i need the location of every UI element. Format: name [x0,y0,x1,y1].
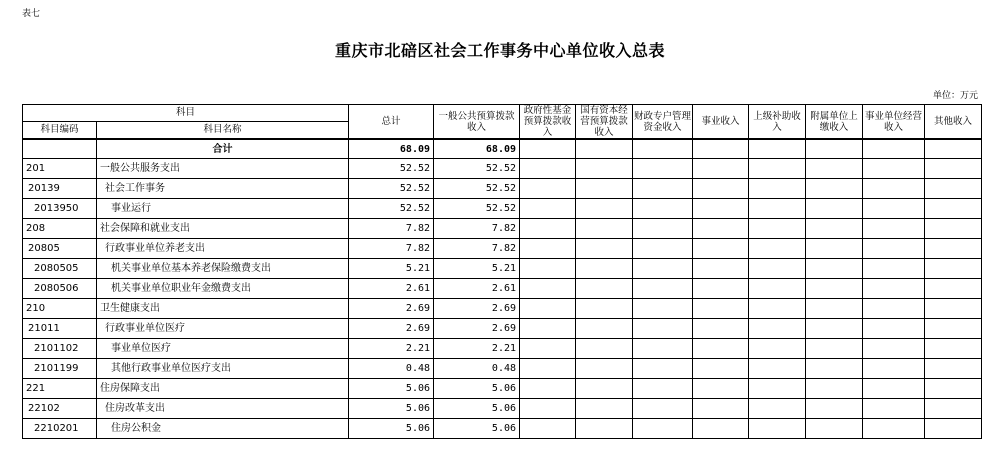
subject-name: 住房保障支出 [97,379,349,399]
empty-cell [693,399,749,419]
subject-code: 201 [23,159,97,179]
empty-cell [925,239,982,259]
empty-cell [576,179,633,199]
empty-cell [749,319,806,339]
empty-cell [576,339,633,359]
empty-cell [576,359,633,379]
empty-cell [576,319,633,339]
header-row-1 [23,105,982,122]
empty-cell [925,219,982,239]
empty-cell [806,279,863,299]
empty-cell [749,179,806,199]
empty-cell [925,319,982,339]
subject-name: 其他行政事业单位医疗支出 [97,359,349,379]
document-title: 重庆市北碚区社会工作事务中心单位收入总表 [334,41,665,60]
empty-cell [520,259,576,279]
general-budget-amount: 0.48 [434,359,520,379]
empty-cell [749,419,806,439]
subject-code: 208 [23,219,97,239]
header-state-capital: 国有资本经营预算拨款收入 [576,105,633,140]
subject-name: 社会保障和就业支出 [97,219,349,239]
table-row [23,179,982,199]
subject-name: 行政事业单位养老支出 [97,239,349,259]
table-row [23,359,982,379]
empty-cell [806,319,863,339]
total-amount: 5.06 [349,399,434,419]
table-row [23,259,982,279]
total-amount: 0.48 [349,359,434,379]
empty-cell [806,179,863,199]
table-row [23,199,982,219]
total-label: 合计 [97,139,349,159]
empty-cell [633,279,693,299]
empty-cell [749,259,806,279]
subject-code: 22102 [23,399,97,419]
empty-cell [576,419,633,439]
empty-cell [633,339,693,359]
table-row [23,379,982,399]
sheet-label: 表七 [22,9,41,19]
subject-name: 事业单位医疗 [97,339,349,359]
empty-cell [925,339,982,359]
general-budget-amount: 52.52 [434,179,520,199]
empty-cell [925,359,982,379]
empty-cell [925,179,982,199]
empty-cell [633,319,693,339]
subject-code: 20805 [23,239,97,259]
income-summary-table [22,104,982,439]
empty-cell [749,279,806,299]
header-subject-name: 科目名称 [97,121,349,139]
empty-cell [576,239,633,259]
subject-code: 20139 [23,179,97,199]
empty-cell [576,379,633,399]
empty-cell [693,279,749,299]
empty-cell [633,399,693,419]
empty-cell [863,179,925,199]
table-row [23,279,982,299]
total-row [23,139,982,159]
total-code-cell [23,139,97,159]
empty-cell [520,179,576,199]
total-amount: 52.52 [349,179,434,199]
header-operating: 事业单位经营收入 [863,105,925,140]
empty-cell [925,399,982,419]
empty-cell [749,299,806,319]
empty-cell [806,359,863,379]
empty-cell [576,159,633,179]
empty-cell [576,199,633,219]
empty-cell [633,159,693,179]
empty-cell [693,219,749,239]
table-row [23,319,982,339]
general-budget-amount: 2.61 [434,279,520,299]
empty-cell [863,279,925,299]
subject-name: 住房公积金 [97,419,349,439]
empty-cell [863,339,925,359]
general-budget-amount: 2.69 [434,319,520,339]
empty-cell [633,299,693,319]
empty-cell [806,259,863,279]
empty-cell [863,359,925,379]
empty-cell [693,179,749,199]
empty-cell [806,399,863,419]
empty-cell [576,279,633,299]
general-budget-amount: 7.82 [434,219,520,239]
empty-cell [520,159,576,179]
table-row [23,399,982,419]
empty-cell [749,359,806,379]
empty-cell [693,259,749,279]
header-general-budget: 一般公共预算拨款收入 [434,105,520,140]
empty-cell [520,359,576,379]
header-gov-fund: 政府性基金预算拨款收入 [520,105,576,140]
header-total: 总计 [349,105,434,140]
subject-code: 210 [23,299,97,319]
header-affiliated: 附属单位上缴收入 [806,105,863,140]
subject-code: 2013950 [23,199,97,219]
empty-cell [925,279,982,299]
empty-cell [749,239,806,259]
empty-cell [693,319,749,339]
empty-cell [925,199,982,219]
empty-cell [693,359,749,379]
subject-name: 事业运行 [97,199,349,219]
total-amount: 7.82 [349,239,434,259]
empty-cell [520,219,576,239]
subject-name: 机关事业单位职业年金缴费支出 [97,279,349,299]
empty-cell [520,299,576,319]
subject-code: 2210201 [23,419,97,439]
empty-cell [693,379,749,399]
total-amount: 5.06 [349,419,434,439]
empty-cell [863,239,925,259]
subject-name: 社会工作事务 [97,179,349,199]
general-budget-amount: 2.21 [434,339,520,359]
table-row [23,419,982,439]
empty-cell [693,419,749,439]
empty-cell [749,399,806,419]
empty-cell [633,379,693,399]
empty-cell [863,379,925,399]
empty-cell [863,319,925,339]
subject-name: 机关事业单位基本养老保险缴费支出 [97,259,349,279]
total-amount: 2.61 [349,279,434,299]
empty-cell [633,259,693,279]
empty-cell [806,299,863,319]
empty-cell [633,359,693,379]
empty-cell [863,259,925,279]
empty-cell [925,159,982,179]
empty-cell [633,239,693,259]
empty-cell [520,199,576,219]
empty-cell [863,219,925,239]
empty-cell [633,419,693,439]
empty-cell [520,319,576,339]
table-row [23,299,982,319]
total-amount: 7.82 [349,219,434,239]
header-other: 其他收入 [925,105,982,140]
empty-cell [925,379,982,399]
empty-cell [576,299,633,319]
empty-cell [863,299,925,319]
empty-cell [520,239,576,259]
empty-cell [806,419,863,439]
general-budget-amount: 5.06 [434,419,520,439]
table-row [23,239,982,259]
general-budget-amount: 7.82 [434,239,520,259]
general-budget-amount: 5.21 [434,259,520,279]
total-amount: 2.21 [349,339,434,359]
unit-note: 单位：万元 [932,91,978,101]
empty-cell [693,339,749,359]
empty-cell [806,159,863,179]
total-amount: 5.06 [349,379,434,399]
total-amount: 52.52 [349,159,434,179]
empty-cell [863,159,925,179]
empty-cell [925,299,982,319]
table-row [23,159,982,179]
empty-cell [520,399,576,419]
empty-cell [925,259,982,279]
empty-cell [863,419,925,439]
total-amount: 52.52 [349,199,434,219]
empty-cell [520,379,576,399]
empty-cell [693,239,749,259]
general-budget-amount: 5.06 [434,379,520,399]
header-superior-subsidy: 上级补助收入 [749,105,806,140]
empty-cell [633,219,693,239]
table-row [23,219,982,239]
empty-cell [863,399,925,419]
empty-cell [693,299,749,319]
empty-cell [806,379,863,399]
subject-code: 2080506 [23,279,97,299]
header-fiscal-special: 财政专户管理资金收入 [633,105,693,140]
header-subject: 科目 [23,105,349,122]
total-general-budget: 68.09 [434,139,520,159]
empty-cell [520,279,576,299]
empty-cell [576,399,633,419]
empty-cell [520,419,576,439]
empty-cell [863,199,925,219]
total-amount: 2.69 [349,299,434,319]
empty-cell [806,239,863,259]
empty-cell [749,219,806,239]
total-amount: 5.21 [349,259,434,279]
empty-cell [576,259,633,279]
subject-code: 2101102 [23,339,97,359]
empty-cell [633,179,693,199]
empty-cell [749,379,806,399]
subject-code: 2101199 [23,359,97,379]
header-subject-code: 科目编码 [23,121,97,139]
subject-name: 住房改革支出 [97,399,349,419]
empty-cell [749,339,806,359]
empty-cell [806,199,863,219]
general-budget-amount: 2.69 [434,299,520,319]
empty-cell [576,219,633,239]
empty-cell [925,419,982,439]
subject-code: 2080505 [23,259,97,279]
subject-name: 一般公共服务支出 [97,159,349,179]
subject-code: 221 [23,379,97,399]
header-business: 事业收入 [693,105,749,140]
total-amount: 68.09 [349,139,434,159]
empty-cell [749,199,806,219]
table-row [23,339,982,359]
general-budget-amount: 52.52 [434,159,520,179]
empty-cell [633,199,693,219]
empty-cell [520,339,576,359]
empty-cell [693,159,749,179]
empty-cell [749,159,806,179]
general-budget-amount: 5.06 [434,399,520,419]
subject-name: 行政事业单位医疗 [97,319,349,339]
subject-code: 21011 [23,319,97,339]
general-budget-amount: 52.52 [434,199,520,219]
empty-cell [693,199,749,219]
empty-cell [806,219,863,239]
empty-cell [806,339,863,359]
total-amount: 2.69 [349,319,434,339]
subject-name: 卫生健康支出 [97,299,349,319]
